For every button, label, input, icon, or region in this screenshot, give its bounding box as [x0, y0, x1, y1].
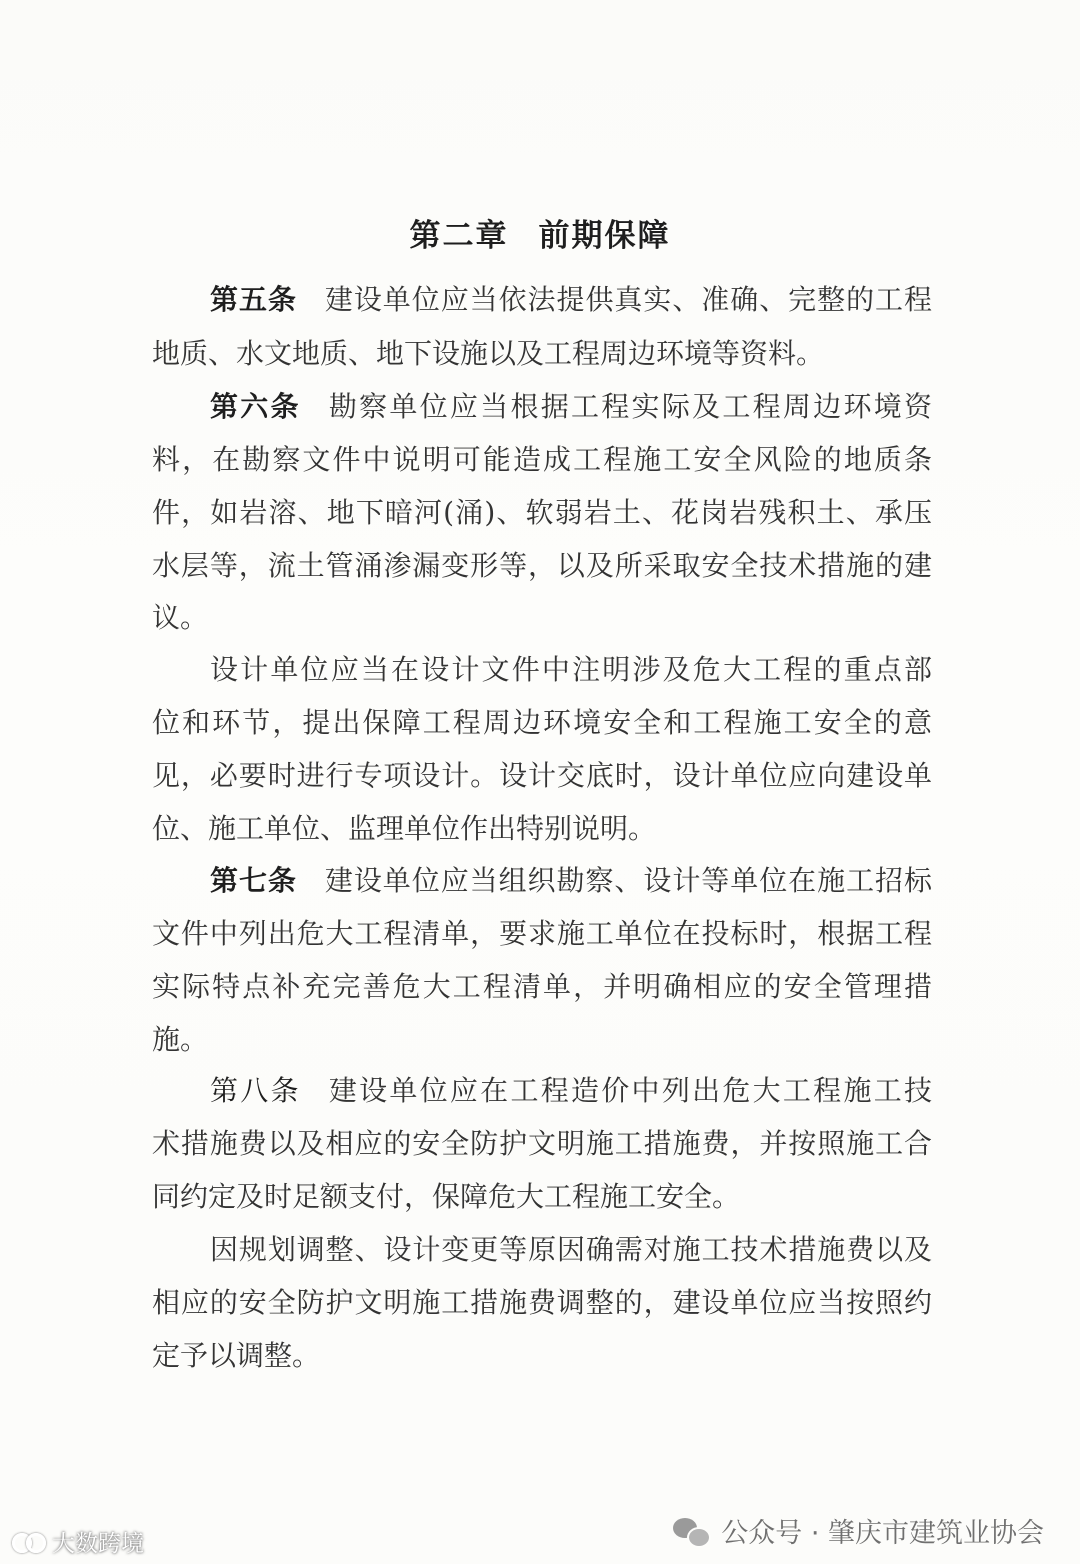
- line-text: 相应的安全防护文明施工措施费调整的，建设单位应当按照约: [152, 1286, 932, 1319]
- text-line: [152, 967, 932, 1007]
- line-text: 地质、水文地质、地下设施以及工程周边环境等资料。: [152, 337, 825, 370]
- line-text: 位、施工单位、监理单位作出特别说明。: [152, 812, 657, 845]
- text-line: [210, 280, 932, 320]
- text-line: [210, 861, 932, 901]
- chapter-number: 第二章: [409, 218, 509, 254]
- wechat-account-link[interactable]: [673, 1511, 1044, 1550]
- wechat-label: 公众号 · 肇庆市建筑业协会: [721, 1518, 1044, 1549]
- article-number: 第六条: [210, 390, 301, 423]
- chapter-heading: [0, 210, 1080, 255]
- chapter-title: 前期保障: [538, 218, 671, 254]
- line-text: 建设单位应在工程造价中列出危大工程施工技: [328, 1074, 932, 1107]
- line-text: 勘察单位应当根据工程实际及工程周边环境资: [328, 390, 932, 423]
- line-text: 件，如岩溶、地下暗河(涌)、软弱岩土、花岗岩残积土、承压: [152, 496, 932, 529]
- text-line: [210, 650, 932, 690]
- article-number: 第八条: [210, 1074, 301, 1107]
- line-text: 因规划调整、设计变更等原因确需对施工技术措施费以及: [210, 1233, 932, 1266]
- article-number: 第七条: [210, 864, 297, 897]
- text-line: [152, 914, 932, 954]
- line-text: 位和环节，提出保障工程周边环境安全和工程施工安全的意: [152, 706, 932, 739]
- text-line: [152, 809, 932, 849]
- text-line: [152, 598, 932, 638]
- line-text: 见，必要时进行专项设计。设计交底时，设计单位应向建设单: [152, 759, 932, 792]
- line-text: 建设单位应当依法提供真实、准确、完整的工程: [324, 283, 932, 316]
- footer: [0, 1494, 1080, 1564]
- line-text: 水层等，流土管涌渗漏变形等，以及所采取安全技术措施的建: [152, 549, 932, 582]
- text-line: [152, 440, 932, 480]
- text-line: [152, 1336, 932, 1376]
- wechat-icon: [673, 1516, 709, 1546]
- text-line: [152, 756, 932, 796]
- text-line: [210, 1230, 932, 1270]
- text-line: [210, 1071, 932, 1111]
- text-line: [152, 1124, 932, 1164]
- line-text: 施。: [152, 1023, 209, 1056]
- line-text: 议。: [152, 601, 209, 634]
- line-text: 建设单位应当组织勘察、设计等单位在施工招标: [324, 864, 932, 897]
- watermark-logo-icon: [12, 1531, 46, 1553]
- line-text: 文件中列出危大工程清单，要求施工单位在投标时，根据工程: [152, 917, 932, 950]
- text-line: [152, 334, 932, 374]
- text-line: [152, 1177, 932, 1217]
- text-line: [210, 387, 932, 427]
- line-text: 同约定及时足额支付，保障危大工程施工安全。: [152, 1180, 741, 1213]
- line-text: 定予以调整。: [152, 1339, 321, 1372]
- line-text: 设计单位应当在设计文件中注明涉及危大工程的重点部: [210, 653, 932, 686]
- line-text: 料，在勘察文件中说明可能造成工程施工安全风险的地质条: [152, 443, 932, 476]
- watermark-label: 大数跨境: [52, 1531, 144, 1557]
- line-text: 术措施费以及相应的安全防护文明施工措施费，并按照施工合: [152, 1127, 932, 1160]
- text-line: [152, 1020, 932, 1060]
- text-line: [152, 703, 932, 743]
- text-line: [152, 546, 932, 586]
- text-line: [152, 493, 932, 533]
- text-line: [152, 1283, 932, 1323]
- line-text: 实际特点补充完善危大工程清单，并明确相应的安全管理措: [152, 970, 932, 1003]
- watermark: [12, 1525, 144, 1558]
- article-number: 第五条: [210, 283, 297, 316]
